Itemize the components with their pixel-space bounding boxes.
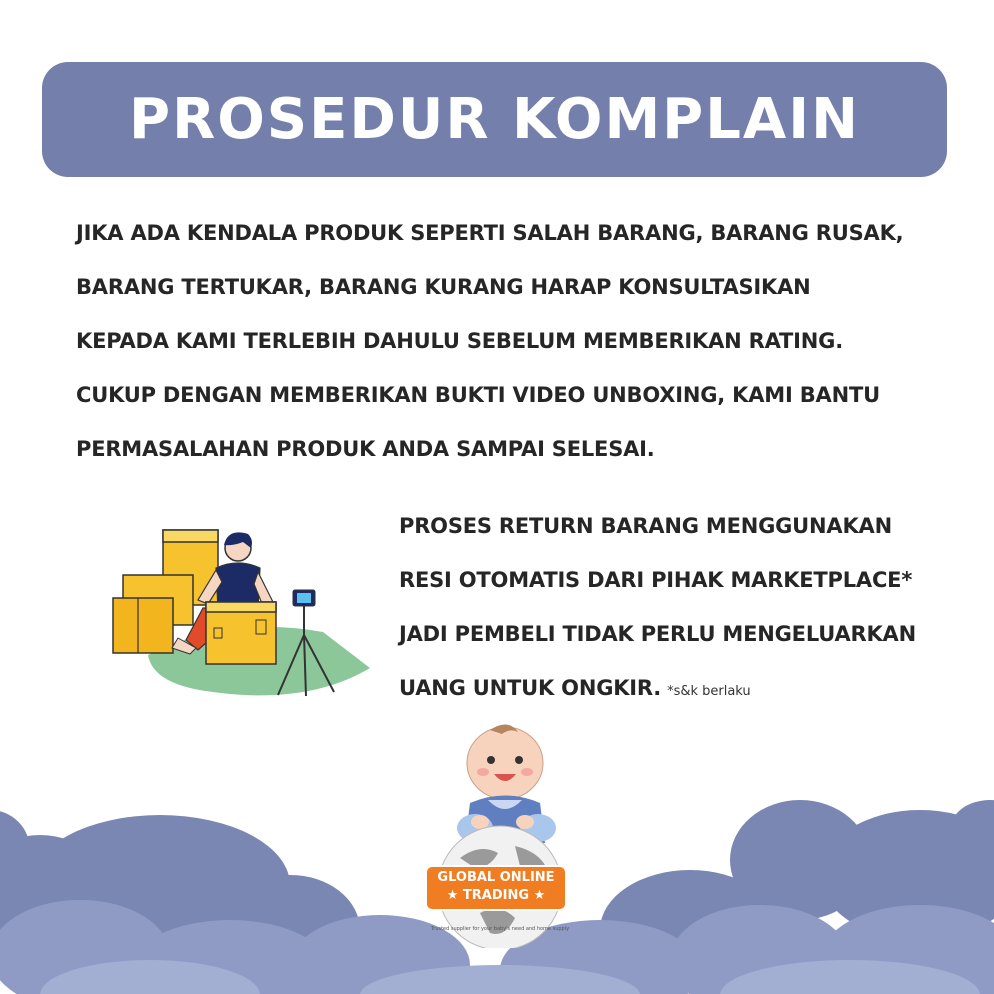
return-line: JADI PEMBELI TIDAK PERLU MENGELUARKAN [399, 622, 916, 646]
intro-line: CUKUP DENGAN MEMBERIKAN BUKTI VIDEO UNBOXING, KAMI BANTU [76, 383, 880, 407]
title-banner [42, 62, 947, 177]
return-line: UANG UNTUK ONGKIR. [399, 676, 662, 700]
brand-logo [420, 718, 580, 948]
intro-line: BARANG TERTUKAR, BARANG KURANG HARAP KONSULTASIKAN [76, 275, 811, 299]
intro-line: PERMASALAHAN PRODUK ANDA SAMPAI SELESAI. [76, 437, 655, 461]
baby-mascot-icon [420, 718, 580, 948]
unboxing-illustration-icon [108, 520, 373, 700]
page-title: PROSEDUR KOMPLAIN [129, 87, 860, 152]
logo-tagline: Trusted supplier for your baby's need and home supply [430, 926, 570, 932]
intro-line: JIKA ADA KENDALA PRODUK SEPERTI SALAH BARANG, BARANG RUSAK, [76, 221, 904, 245]
logo-line-1: GLOBAL ONLINE [437, 870, 555, 885]
terms-note: *s&k berlaku [667, 684, 751, 699]
return-line: RESI OTOMATIS DARI PIHAK MARKETPLACE* [399, 568, 913, 592]
logo-line-2: ★ TRADING ★ [446, 888, 546, 903]
return-line-last [399, 668, 959, 722]
intro-line: KEPADA KAMI TERLEBIH DAHULU SEBELUM MEMBERIKAN RATING. [76, 329, 843, 353]
return-line: PROSES RETURN BARANG MENGGUNAKAN [399, 514, 892, 538]
intro-paragraph [76, 212, 946, 482]
return-info [399, 506, 959, 722]
